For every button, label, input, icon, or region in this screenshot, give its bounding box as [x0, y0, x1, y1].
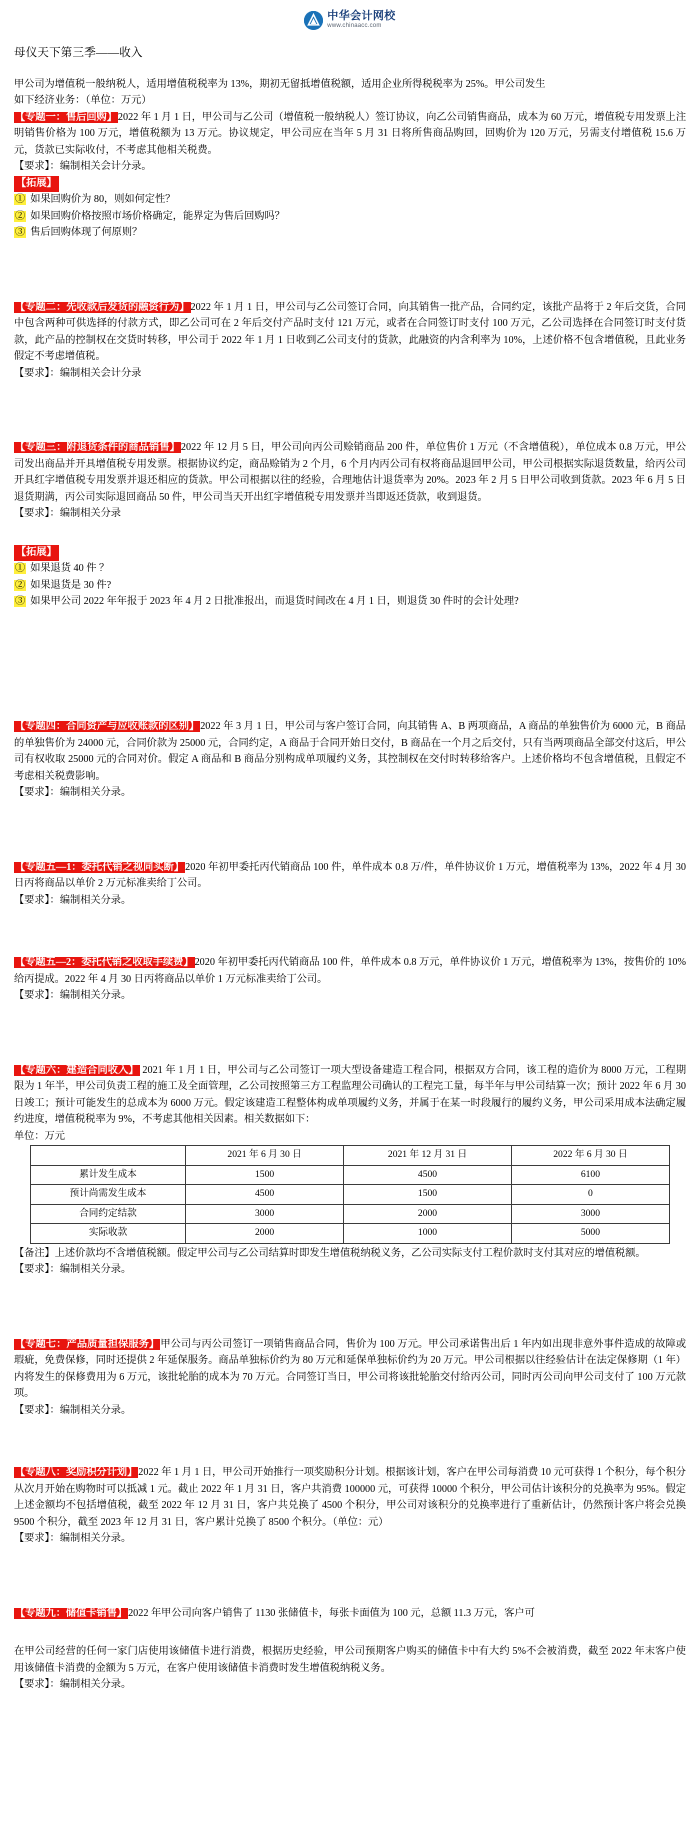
table-row-label: 合同约定结款: [31, 1204, 186, 1223]
table-row-label: 累计发生成本: [31, 1165, 186, 1184]
table-cell: 2000: [186, 1224, 344, 1243]
logo-url: www.chinaacc.com: [327, 23, 382, 30]
topic-3-paragraph: [14, 440, 686, 506]
extension-text: 如果回购价为 80，则如何定性？: [30, 194, 176, 206]
topic-8-tag: 【专题八：奖励积分计划】: [15, 1467, 138, 1479]
section-gap: [14, 382, 686, 440]
table-cell: 3000: [511, 1204, 669, 1223]
topic-1-tag: 【专题一：售后回购】: [15, 111, 117, 123]
topic-2-paragraph: [14, 300, 686, 366]
section-gap: [14, 802, 686, 860]
topic-1-body: 2022 年 1 月 1 日，甲公司与乙公司（增值税一般纳税人）签订协议，向乙公司销售商品，成本为 60 万元，增值税专用发票上注明销售价格为 100 万元，增值税额为 13 万元。协议规定，甲公司应在当年 5 月 31 日将所售商品购回，回购价为 120 万元，另需支付增值税 15.6 万元，货款已实际收付，不考虑其他相关税费。: [14, 111, 686, 156]
table-cell: 2000: [344, 1204, 512, 1223]
topic-9-body-head: 2022 年甲公司向客户销售了 1130 张储值卡，每张卡面值为 100 元，总额 11.3 万元，客户可: [128, 1607, 535, 1619]
table-header-row: [31, 1146, 670, 1165]
topic-8-paragraph: [14, 1465, 686, 1531]
table-row: [31, 1185, 670, 1204]
topic-3-extension-item-3: [14, 594, 686, 611]
topic-6-body: 2021 年 1 月 1 日，甲公司与乙公司签订一项大型设备建造工程合同，根据双方合同，该工程的造价为 8000 万元，工程期限为 1 年半，甲公司负责工程的施工及全面管理，乙公司按照第三方工程监理公司确认的工程完工量，每半年与甲公司结算一次；预计 2022 年 6 月 30 日竣工；预计可能发生的总成本为 6000 万元。假定该建造工程整体构成单项履约义务，并属于在某一时段履行的履约义务，甲公司采用成本法确定履约进度，增值税税率为 9%，不考虑其他相关因素。相关数据如下：: [14, 1064, 687, 1126]
extension-number: ①: [15, 563, 26, 575]
topic-section-9: [14, 1606, 686, 1694]
extension-tag-1: 【拓展】: [14, 176, 59, 193]
section-gap: [14, 611, 686, 719]
table-corner-cell: [31, 1146, 186, 1165]
extension-number: ①: [15, 194, 26, 206]
topic-2-requirement: 【要求】：编制相关会计分录: [14, 367, 142, 379]
topic-section-5-1: [14, 860, 686, 910]
topic-6-requirement: 【要求】：编制相关分录。: [14, 1264, 132, 1276]
table-row-label: 预计尚需发生成本: [31, 1185, 186, 1204]
table-col-header-1: 2021 年 6 月 30 日: [186, 1146, 344, 1165]
construction-contract-table: [30, 1145, 670, 1243]
section-gap: [14, 909, 686, 955]
intro-line-1: 甲公司为增值税一般纳税人，适用增值税税率为 13%，期初无留抵增值税额，适用企业所得税税率为 25%。甲公司发生: [14, 78, 546, 90]
logo-title: 中华会计网校: [327, 9, 396, 22]
section-gap: [14, 1005, 686, 1063]
table-cell: 4500: [186, 1185, 344, 1204]
topic-4-requirement: 【要求】：编制相关分录。: [14, 787, 132, 799]
table-col-header-2: 2021 年 12 月 31 日: [344, 1146, 512, 1165]
topic-3-extension-title: [14, 545, 686, 562]
topic-5-2-body: 2020 年初甲委托丙代销商品 100 件，单件成本 0.8 万元，单件协议价 1 万元，增值税率为 13%，按售价的 10%给丙提成。2022 年 4 月 30 日丙将商品以单价 1 万元标准卖给丁公司。: [14, 957, 687, 985]
topic-1-requirement: 【要求】：编制相关会计分录。: [14, 161, 152, 173]
topic-5-1-requirement: 【要求】：编制相关分录。: [14, 894, 132, 906]
topic-2-body: 2022 年 1 月 1 日，甲公司与乙公司签订合同，向其销售一批产品，合同约定，该批产品将于 2 年后交货，合同中包含两种可供选择的付款方式，即乙公司可在 2 年后交付产品时支付 121 万元，或者在合同签订时支付 100 万元，乙公司选择在合同签订时支付货款，此产品的控制权在交货时转移，甲公司于 2022 年 1 月 1 日收到乙公司支付的货款，此融资的内含利率为 10%，上述价格不包含增值税，且此业务假定不考虑增值税。: [14, 301, 686, 363]
topic-section-4: [14, 719, 686, 802]
topic-1-paragraph: [14, 110, 686, 160]
topic-6-note: 【备注】上述价款均不含增值税额。假定甲公司与乙公司结算时即发生增值税纳税义务，乙公司实际支付工程价款时支付其对应的增值税额。: [14, 1247, 646, 1259]
topic-1-extension-item-3: [14, 225, 686, 242]
topic-3-tag: 【专题三：附退货条件的商品销售】: [15, 442, 180, 454]
topic-section-6: [14, 1063, 686, 1279]
topic-7-tag: 【专题七：产品质量担保服务】: [15, 1338, 160, 1350]
topic-section-1: [14, 110, 686, 242]
topic-3-extension-item-2: [14, 578, 686, 595]
extension-number: ③: [15, 227, 26, 239]
topic-3-extension-group: [14, 545, 686, 611]
paragraph-gap: [14, 1622, 686, 1644]
section-gap: [14, 1548, 686, 1606]
section-gap: [14, 242, 686, 300]
section-gap: [14, 1419, 686, 1465]
section-gap: [14, 1279, 686, 1337]
topic-5-1-body: 2020 年初甲委托丙代销商品 100 件，单件成本 0.8 万/件，单件协议价 1 万元，增值税率为 13%，2022 年 4 月 30 日丙将商品以单价 2 万元标准卖给丁公司。: [14, 861, 686, 890]
topic-6-paragraph: [14, 1063, 686, 1129]
topic-9-paragraph-head: [14, 1606, 686, 1623]
table-cell: 1500: [344, 1185, 512, 1204]
table-cell: 6100: [511, 1165, 669, 1184]
topic-7-body: 甲公司与丙公司签订一项销售商品合同，售价为 100 万元。甲公司承诺售出后 1 年内如出现非意外事件造成的故障或瑕疵，免费保修，同时还提供 2 年延保服务。商品单独标价约为 80 万元和延保单独标价约为 20 万元。甲公司根据以往经验估计在法定保修期（1 年）内将发生的保修费用为 6 万元，该批轮胎的成本为 70 万元。合同签订当日，甲公司将该批轮胎交付给丙公司，同时丙公司向甲公司支付了 100 万元款项。: [14, 1338, 686, 1400]
site-logo: [14, 6, 686, 34]
extension-number: ②: [15, 210, 26, 222]
extension-number: ②: [15, 579, 26, 591]
topic-3-body: 2022 年 12 月 5 日，甲公司向丙公司赊销商品 200 件，单位售价 1 万元（不含增值税），单位成本 0.8 万元，甲公司发出商品并开具增值税专用发票。根据协议约定，商品赊销为 2 个月，6 个月内丙公司有权将商品退回甲公司，甲公司根据实际退货数量，给丙公司开具红字增值税专用发票并退还相应的货款。甲公司根据以往的经验，合理地估计退货率为 20%。2023 年 2 月 5 日甲公司收到货款。2023 年 6 月 5 日退货期满，丙公司实际退回商品 50 件，甲公司当天开出红字增值税专用发票并当即返还货款，收到退货。: [14, 442, 687, 503]
table-row: [31, 1224, 670, 1243]
topic-5-1-paragraph: [14, 860, 686, 893]
topic-5-2-tag: 【专题五—2：委托代销之收取手续费】: [15, 957, 194, 969]
topic-1-extension-title: [14, 176, 686, 193]
page-title: 母仪天下第三季——收入: [14, 47, 143, 59]
table-cell: 5000: [511, 1224, 669, 1243]
table-row: [31, 1165, 670, 1184]
extension-number: ③: [15, 596, 26, 608]
extension-text: 如果退货是 30 件?: [30, 579, 112, 591]
extension-text: 如果回购价格按照市场价格确定，能界定为售后回购吗？: [30, 210, 285, 222]
topic-9-body-tail: 在甲公司经营的任何一家门店使用该储值卡进行消费，根据历史经验，甲公司预期客户购买的储值卡中有大约 5%不会被消费，截至 2022 年末客户使用该储值卡消费的金额为 5 万元，在客户使用该储值卡消费时发生增值税纳税义务。: [14, 1646, 686, 1674]
topic-1-extension-item-1: [14, 192, 686, 209]
section-gap: [14, 523, 686, 545]
topic-4-tag: 【专题四：合同资产与应收账款的区别】: [15, 721, 200, 732]
extension-text: 如果退货 40 件 ？: [30, 563, 110, 575]
topic-section-5-2: [14, 955, 686, 1005]
topic-6-tag: 【专题六：建造合同收入】: [15, 1064, 139, 1076]
topic-9-requirement: 【要求】：编制相关分录。: [14, 1679, 132, 1691]
chinaacc-logo-icon: [304, 11, 323, 30]
topic-1-extension-item-2: [14, 209, 686, 226]
table-cell: 3000: [186, 1204, 344, 1223]
topic-4-paragraph: [14, 719, 686, 785]
table-cell: 1500: [186, 1165, 344, 1184]
table-col-header-3: 2022 年 6 月 30 日: [511, 1146, 669, 1165]
topic-8-requirement: 【要求】：编制相关分录。: [14, 1533, 132, 1545]
table-cell: 1000: [344, 1224, 512, 1243]
topic-9-tag: 【专题九：储值卡销售】: [15, 1607, 128, 1619]
topic-6-unit-note: 单位：万元: [14, 1130, 65, 1142]
extension-text: 如果甲公司 2022 年年报于 2023 年 4 月 2 日批准报出，而退货时间改在 4 月 1 日，则退货 30 件时的会计处理?: [30, 596, 519, 608]
topic-section-2: [14, 300, 686, 383]
topic-8-body: 2022 年 1 月 1 日，甲公司开始推行一项奖励积分计划。根据该计划，客户在甲公司每消费 10 元可获得 1 个积分，每个积分从次月开始在购物时可以抵减 1 元。截止 2022 年 1 月 31 日，客户共消费 100000 元，可获得 10000 个积分，甲公司估计该积分的兑换率为 95%。假定上述金额均不包括增值税，截至 2022 年 12 月 31 日，客户共兑换了 4500 个积分，甲公司对该积分的兑换率进行了重新估计，仍然预计客户将会兑换 9500 个积分，截至 2023 年 12 月 31 日，客户累计兑换了 8500 个积分。（单位：元）: [14, 1467, 686, 1528]
topic-section-8: [14, 1465, 686, 1548]
logo-text-group: [327, 11, 395, 30]
table-cell: 0: [511, 1185, 669, 1204]
intro-line-2: 如下经济业务：（单位：万元）: [14, 95, 152, 107]
topic-section-3: [14, 440, 686, 523]
table-cell: 4500: [344, 1165, 512, 1184]
table-row-label: 实际收款: [31, 1224, 186, 1243]
topic-3-extension-item-1: [14, 561, 686, 578]
topic-5-2-paragraph: [14, 955, 686, 988]
extension-text: 售后回购体现了何原则？: [30, 227, 143, 239]
topic-5-1-tag: 【专题五—1：委托代销之视同买断】: [15, 861, 185, 873]
topic-4-body: 2022 年 3 月 1 日，甲公司与客户签订合同，向其销售 A、B 两项商品，A 商品的单独售价为 6000 元，B 商品的单独售价为 24000 元，合同价款为 25000 元，合同约定，A 商品于合同开始日交付，B 商品在一个月之后交付，只有当两项商品全部交付这后，甲公司有权收取 25000 元的合同对价。假定 A 商品和 B 商品分别构成单项履约义务，其控制权在交付时转移给客户。上述价格均不包含增值税，且假定不考虑相关税费影响。: [14, 721, 686, 782]
topic-3-requirement: 【要求】：编制相关分录: [14, 508, 121, 520]
topic-7-paragraph: [14, 1337, 686, 1403]
topic-section-7: [14, 1337, 686, 1420]
table-row: [31, 1204, 670, 1223]
topic-5-2-requirement: 【要求】：编制相关分录。: [14, 990, 132, 1002]
topic-2-tag: 【专题二：先收款后发货的融资行为】: [15, 301, 190, 313]
extension-tag-3: 【拓展】: [14, 545, 59, 562]
topic-7-requirement: 【要求】：编制相关分录。: [14, 1404, 132, 1416]
